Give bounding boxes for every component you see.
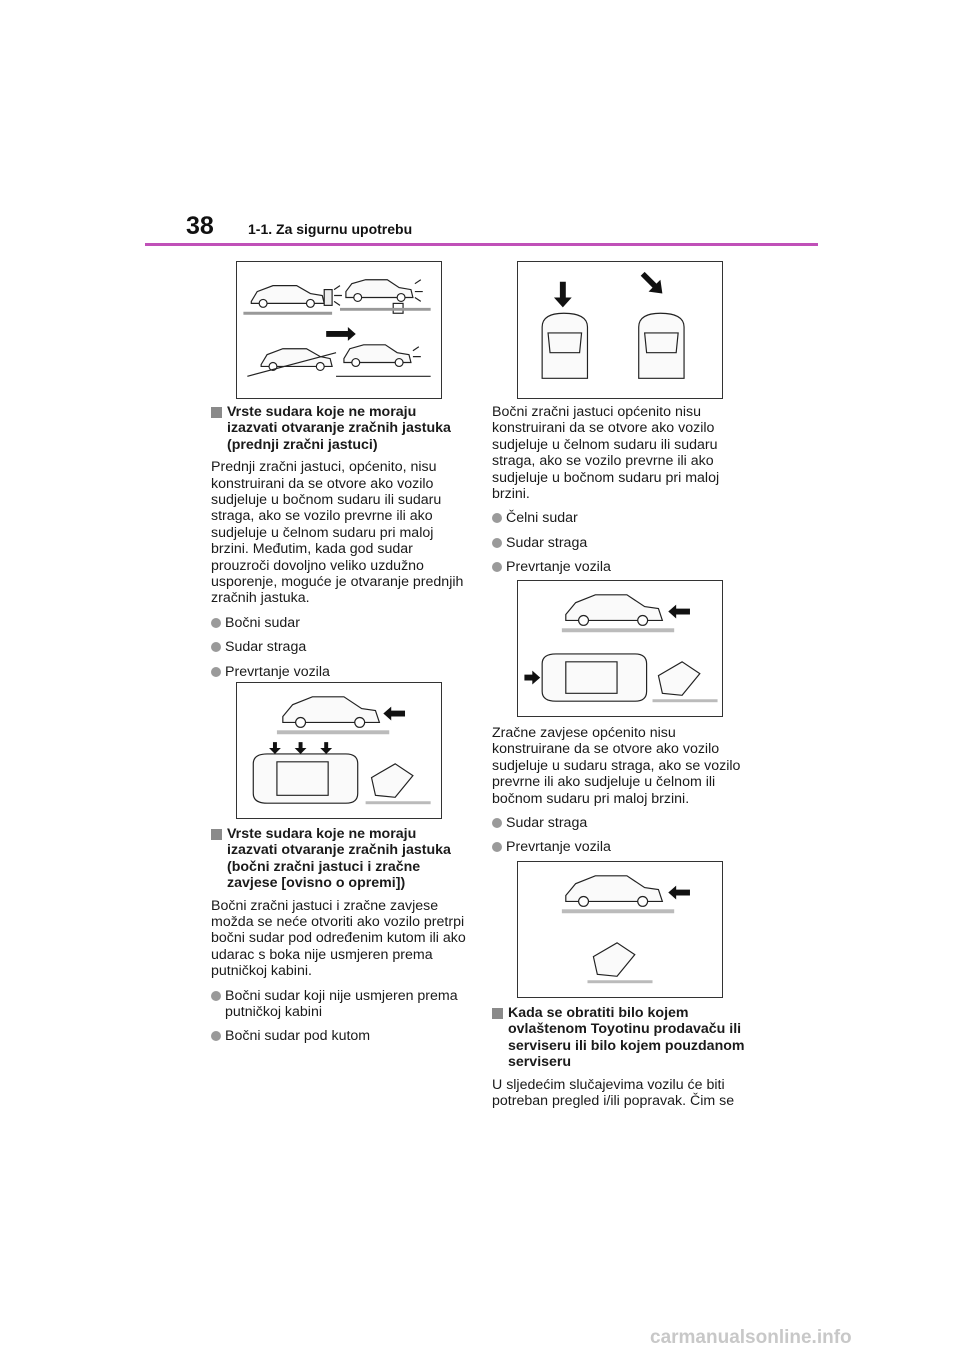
list-item: Bočni sudar koji nije usmjeren prema putničkoj kabini: [211, 988, 469, 1021]
bullet-dot-icon: [211, 991, 221, 1001]
watermark: carmanualsonline.info: [650, 1327, 852, 1348]
bullet-dot-icon: [492, 513, 502, 523]
square-marker-icon: [492, 1008, 503, 1019]
heading-side-airbag-collisions: Vrste sudara koje ne moraju izazvati otvaranje zračnih jastuka (bočni zračni jastuci i zračne zavjese [ovisno o opremi]): [211, 826, 469, 892]
heading-front-airbag-collisions: Vrste sudara koje ne moraju izazvati otvaranje zračnih jastuka (prednji zračni jastuci): [211, 404, 469, 453]
square-marker-icon: [211, 407, 222, 418]
list-item: Sudar straga: [492, 535, 754, 551]
front-collisions-graphic: [237, 262, 441, 398]
bullet-dot-icon: [492, 538, 502, 548]
right-column-top: [492, 404, 754, 576]
paragraph-side-airbags: Bočni zračni jastuci i zračne zavjese možda se neće otvoriti ako vozilo pretrpi bočni sudar pod određenim kutom ili ako udarac s boka nije usmjeren prema putničkoj kabini.: [211, 897, 466, 980]
side-airbag-exceptions-graphic: [518, 581, 722, 716]
section-title: 1-1. Za sigurnu upotrebu: [248, 221, 413, 237]
paragraph-inspection: U sljedećim slučajevima vozilu će biti potreban pregled i/ili popravak. Čim se: [492, 1076, 735, 1110]
list-item: Prevrtanje vozila: [211, 664, 469, 680]
front-airbag-exceptions-graphic: [237, 683, 441, 818]
paragraph-side-airbags-general: Bočni zračni jastuci općenito nisu konstruirani da se otvore ako vozilo sudjeluje u čelnom sudaru ili sudaru straga, ako se vozilo prevrne ili ako sudjeluje u bočnom sudaru pri maloj brzini.: [492, 404, 720, 503]
bullet-dot-icon: [492, 818, 502, 828]
square-marker-icon: [211, 829, 222, 840]
page-header: [0, 0, 960, 250]
bullet-dot-icon: [211, 1031, 221, 1041]
bullet-dot-icon: [211, 667, 221, 677]
list-item: Bočni sudar pod kutom: [211, 1028, 469, 1044]
paragraph-front-airbags: Prednji zračni jastuci, općenito, nisu konstruirani da se otvore ako vozilo sudjeluje u bočnom sudaru ili sudaru straga, ako se vozilo prevrne ili ako sudjeluje u čelnom sudaru pri maloj brzini. Međutim, kada god sudar prouzroči dovoljno veliko uzdužno usporenje, moguće je otvaranje prednjih zračnih jastuka.: [211, 459, 464, 607]
illustration-curtain-airbag-exceptions: [517, 861, 723, 998]
illustration-frontal-impacts: [517, 261, 723, 399]
bullet-dot-icon: [492, 562, 502, 572]
right-column-middle: [492, 725, 754, 856]
list-item: Sudar straga: [492, 815, 754, 831]
frontal-impacts-graphic: [518, 262, 722, 398]
list-item: Sudar straga: [211, 639, 469, 655]
bullet-dot-icon: [211, 618, 221, 628]
left-column-top: [211, 404, 469, 680]
list-item: Prevrtanje vozila: [492, 839, 754, 855]
bullet-dot-icon: [211, 642, 221, 652]
bullet-dot-icon: [492, 842, 502, 852]
curtain-airbag-exceptions-graphic: [518, 862, 722, 997]
page-number: 38: [186, 212, 214, 240]
illustration-front-collisions: [236, 261, 442, 399]
header-divider: [145, 243, 818, 246]
list-item: Prevrtanje vozila: [492, 559, 754, 575]
illustration-side-airbag-exceptions: [517, 580, 723, 717]
left-column-bottom: [211, 826, 469, 1045]
list-item: Čelni sudar: [492, 510, 754, 526]
heading-contact-dealer: Kada se obratiti bilo kojem ovlaštenom Toyotinu prodavaču ili serviseru ili bilo kojem pouzdanom serviseru: [492, 1005, 754, 1071]
right-column-bottom: [492, 1005, 754, 1109]
illustration-front-airbag-exceptions: [236, 682, 442, 819]
list-item: Bočni sudar: [211, 615, 469, 631]
paragraph-curtain-airbags: Zračne zavjese općenito nisu konstruirane da se otvore ako vozilo sudjeluje u sudaru straga, ako se vozilo prevrne ili ako sudjeluje u čelnom ili bočnom sudaru pri maloj brzini.: [492, 725, 741, 807]
